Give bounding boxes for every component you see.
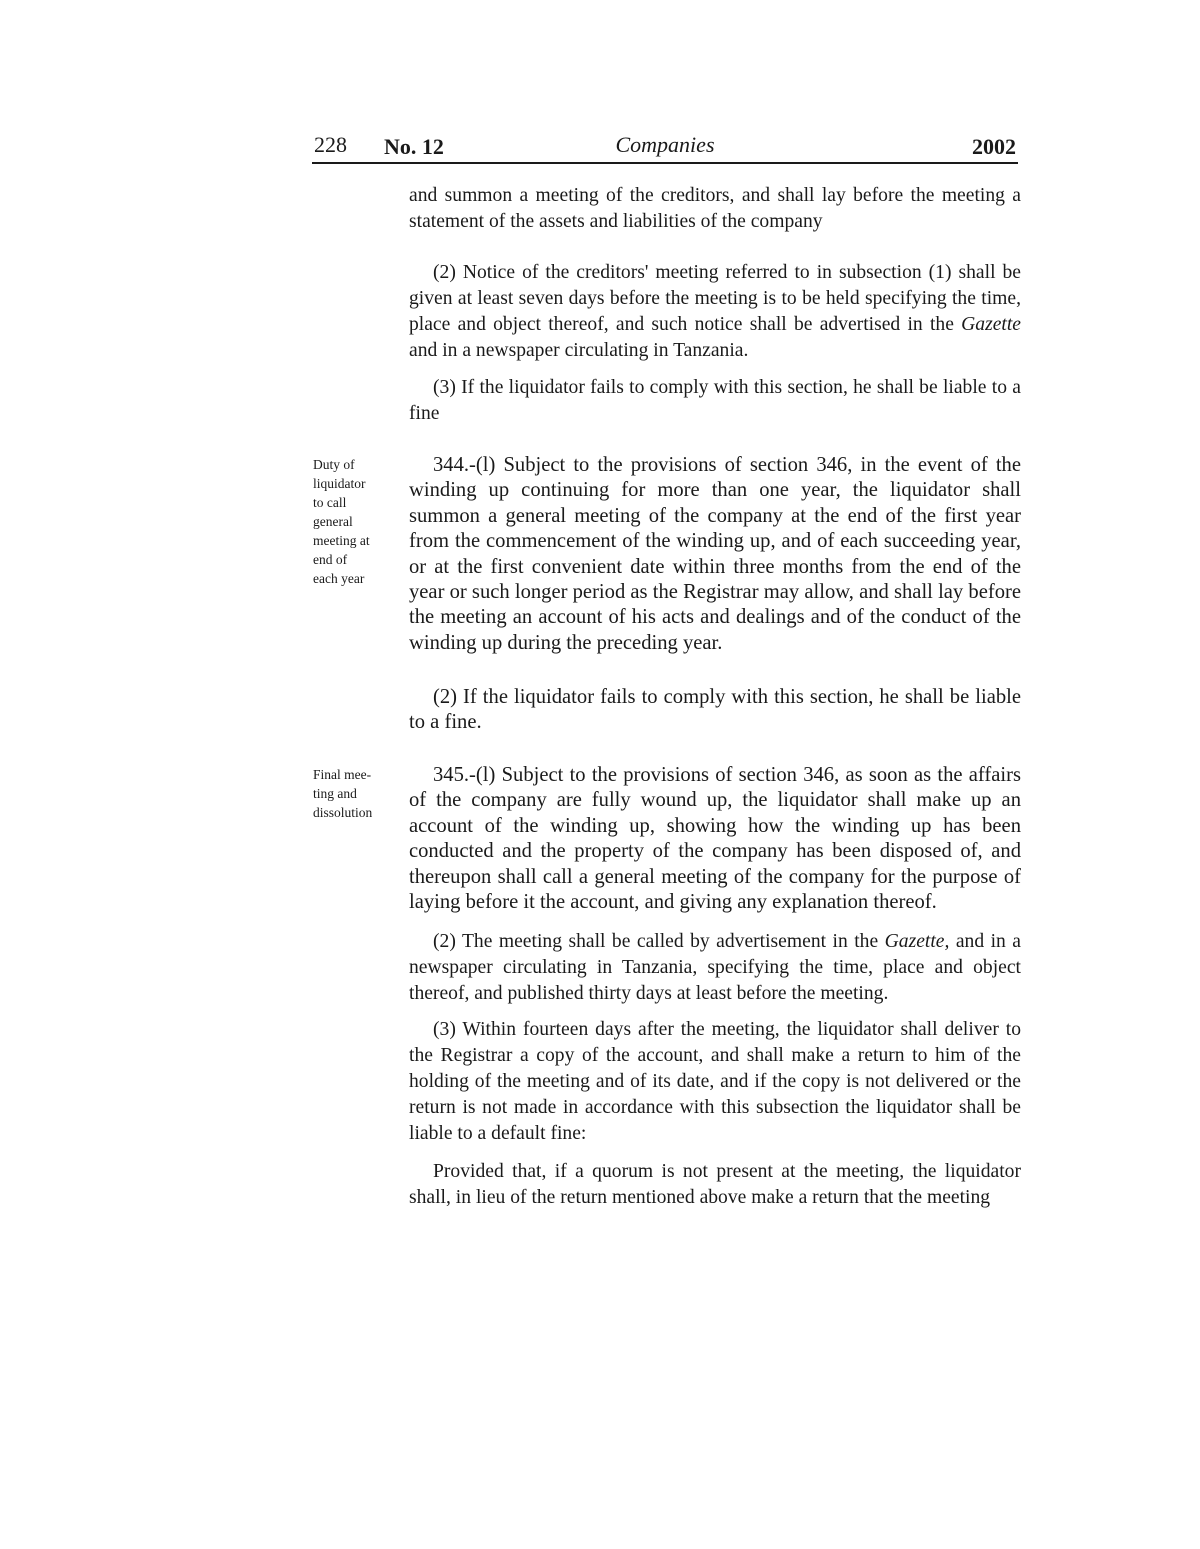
gazette-italic: Gazette — [961, 314, 1021, 335]
subsection-2 — [409, 260, 1021, 364]
paragraph-text: 345.-(l) Subject to the provisions of section 346, as soon as the affairs of the company are fully wound up, the liquidator shall make up an account of the winding up, showing how the winding up has been conducted and the property of the company has been disposed of, and thereupon shall call a general meeting of the company for the purpose of laying before it the account, and giving any explanation thereof. — [409, 764, 1021, 914]
paragraph-text — [409, 260, 1021, 364]
text-run: and in a newspaper circulating in Tanzania, specifying the time, place and object thereof, and published thirty days at least before the meeting. — [409, 931, 1021, 1004]
margin-note-line: meeting at — [313, 533, 370, 548]
act-year: 2002 — [972, 134, 1016, 159]
act-number: No. 12 — [384, 134, 444, 159]
paragraph-text: Provided that, if a quorum is not present at the meeting, the liquidator shall, in lieu of the return mentioned above make a return that the meeting — [409, 1161, 1021, 1208]
section-345-proviso — [409, 1159, 1021, 1211]
margin-note-section-344 — [313, 455, 393, 588]
page-number: 228 — [314, 132, 347, 157]
margin-note-line: Final mee- — [313, 767, 372, 782]
margin-note-line: dissolution — [313, 805, 373, 820]
text-run: (2) Notice of the creditors' meeting referred to in subsection (1) shall be given at least seven days before the meeting is to be held specifying the time, place and object thereof, and such notice shall be advertised in the — [409, 262, 1021, 335]
margin-note-line: end of — [313, 552, 348, 567]
gazette-italic: Gazette, — [884, 931, 950, 952]
margin-note-line: Duty of — [313, 457, 355, 472]
paragraph-text — [409, 929, 1021, 1007]
running-header — [312, 130, 1018, 164]
margin-note-line: each year — [313, 571, 365, 586]
paragraph-text: and summon a meeting of the creditors, and shall lay before the meeting a statement of the assets and liabilities of the company — [409, 185, 1021, 232]
margin-note-line: to call — [313, 495, 347, 510]
paragraph-text: (2) If the liquidator fails to comply with this section, he shall be liable to a fine. — [409, 686, 1021, 734]
margin-note-line: general — [313, 514, 353, 529]
section-345-subsection-1 — [409, 763, 1021, 915]
section-344-subsection-2 — [409, 685, 1021, 736]
subsection-3 — [409, 375, 1021, 427]
paragraph-text: 344.-(l) Subject to the provisions of section 346, in the event of the winding up continuing for more than one year, the liquidator shall summon a general meeting of the company at the end of the first year from the commencement of the winding up, and of each succeeding year, or at the first convenient date within three months from the end of the year or such longer period as the Registrar may allow, and shall lay before the meeting an account of his acts and dealings and of the conduct of the winding up during the preceding year. — [409, 454, 1021, 654]
paragraph-text: (3) Within fourteen days after the meeting, the liquidator shall deliver to the Registrar a copy of the account, and shall make a return to him of the holding of the meeting and of its date, and if the copy is not delivered or the return is not made in accordance with this subsection the liquidator shall be liable to a default fine: — [409, 1019, 1021, 1144]
paragraph-text: (3) If the liquidator fails to comply with this section, he shall be liable to a fine — [409, 377, 1021, 424]
paragraph-continuation — [409, 183, 1021, 235]
margin-note-section-345 — [313, 765, 393, 822]
text-run: and in a newspaper circulating in Tanzania. — [409, 340, 749, 361]
section-345-subsection-2 — [409, 929, 1021, 1007]
text-run: (2) The meeting shall be called by advertisement in the — [433, 931, 885, 952]
margin-note-line: liquidator — [313, 476, 366, 491]
section-345-subsection-3 — [409, 1017, 1021, 1147]
margin-note-line: ting and — [313, 786, 357, 801]
act-title: Companies — [615, 132, 715, 157]
section-344-subsection-1 — [409, 453, 1021, 656]
